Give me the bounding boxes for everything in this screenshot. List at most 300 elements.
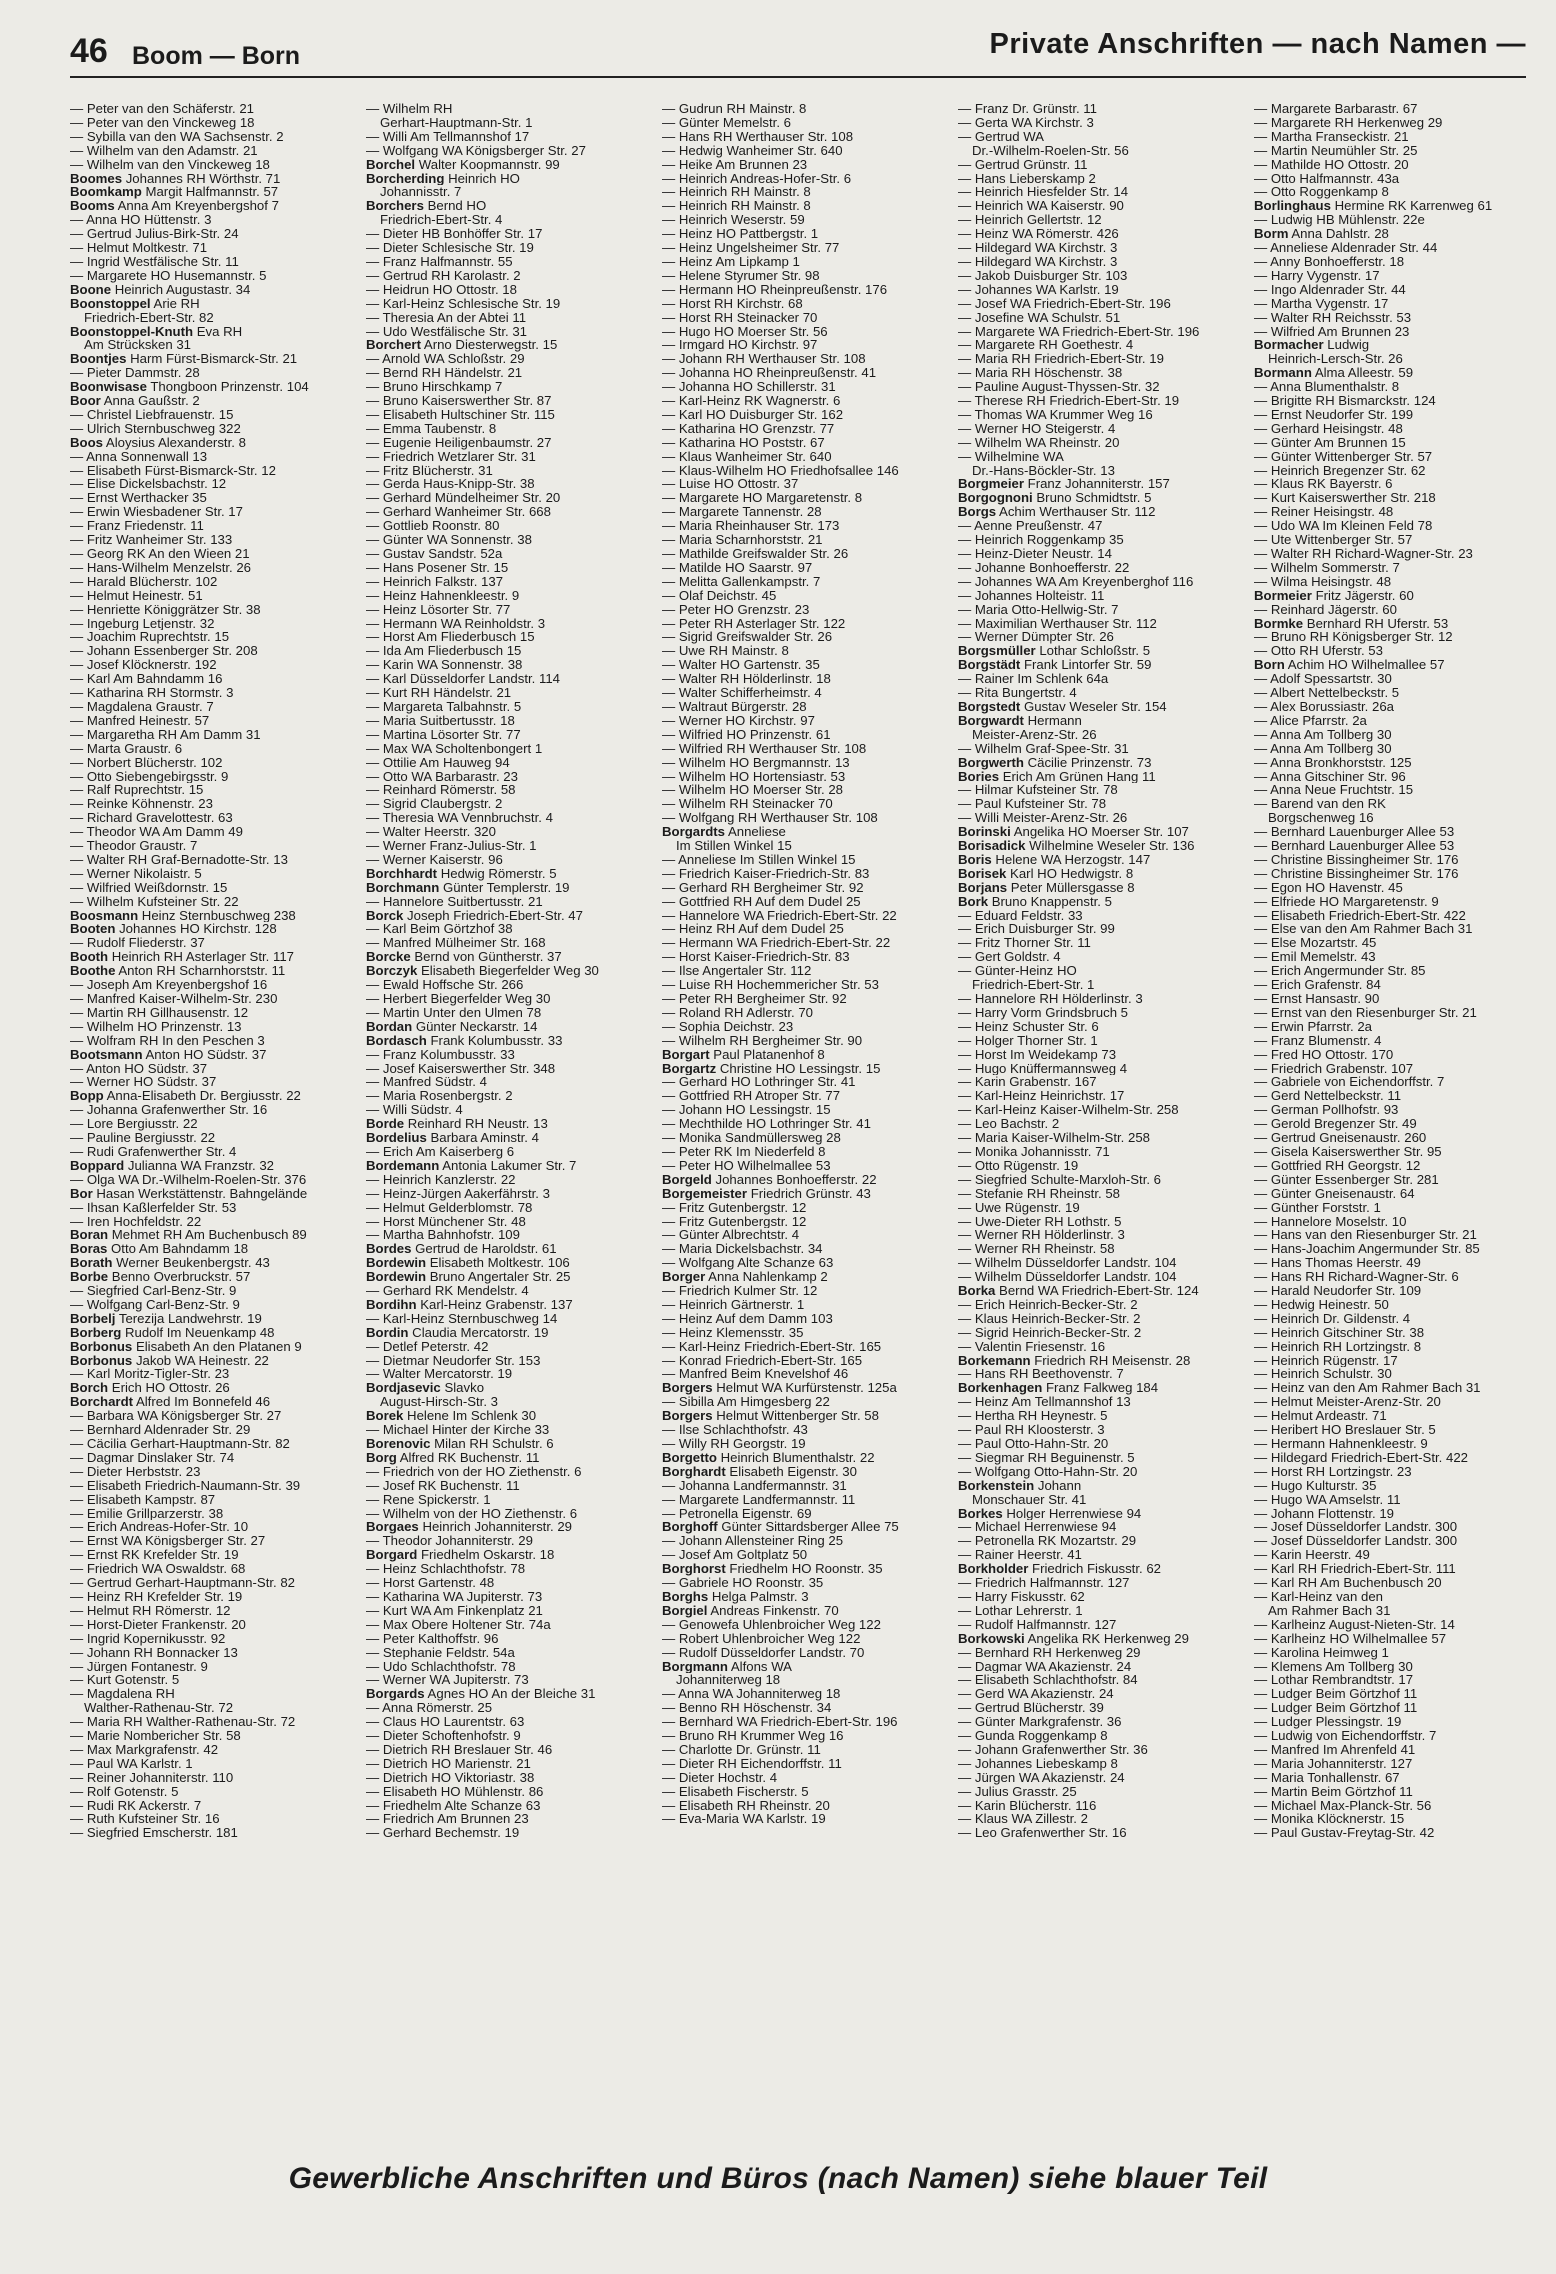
directory-entry [958, 922, 1250, 936]
entry-text: — Paul WA Karlstr. 1 [70, 1756, 193, 1771]
directory-entry [662, 1256, 954, 1270]
directory-entry [366, 255, 658, 269]
directory-entry [1254, 783, 1546, 797]
directory-entry [958, 1006, 1250, 1020]
directory-entry [70, 1548, 362, 1562]
directory-entry [70, 1701, 362, 1715]
directory-entry [70, 881, 362, 895]
entry-text: Heinz Sternbuschweg 238 [138, 908, 296, 923]
directory-entry [1254, 811, 1546, 825]
entry-text: — Heribert HO Breslauer Str. 5 [1254, 1423, 1436, 1437]
entry-text: — Johann Essenberger Str. 208 [70, 644, 258, 659]
entry-text: Erich Am Grünen Hang 11 [999, 769, 1156, 784]
entry-text: — Horst RH Lortzingstr. 23 [1254, 1464, 1412, 1479]
entry-text: — Werner HO Südstr. 37 [70, 1075, 217, 1090]
directory-entry [958, 589, 1250, 603]
directory-entry [662, 1075, 954, 1089]
directory-entry [662, 1367, 954, 1381]
directory-entry [70, 1576, 362, 1590]
directory-entry [958, 394, 1250, 408]
directory-entry [366, 477, 658, 491]
directory-entry-head [366, 1548, 658, 1562]
directory-entry [662, 867, 954, 881]
directory-entry [958, 1604, 1250, 1618]
directory-entry [662, 1103, 954, 1117]
entry-text: — Udo Westfälische Str. 31 [366, 324, 528, 339]
directory-entry [1254, 1187, 1546, 1201]
entry-text: — Hugo WA Amselstr. 11 [1254, 1492, 1401, 1507]
surname: Borgstädt [958, 658, 1021, 673]
directory-entry [1254, 380, 1546, 394]
entry-text: — Ludger Beim Görtzhof 11 [1254, 1687, 1418, 1702]
surname: Borgaes [366, 1520, 419, 1535]
entry-text: — Sigrid Heinrich-Becker-Str. 2 [958, 1325, 1142, 1340]
entry-text: — Friedrich Wetzlarer Str. 31 [366, 449, 536, 464]
entry-text: Bruno Angertaler Str. 25 [426, 1270, 571, 1285]
directory-entry [662, 1228, 954, 1242]
surname: Borghs [662, 1589, 709, 1604]
directory-entry [366, 1340, 658, 1354]
directory-entry [366, 1729, 658, 1743]
entry-text: — Maria Kaiser-Wilhelm-Str. 258 [958, 1131, 1150, 1145]
entry-text: — Udo Schlachthofstr. 78 [366, 1659, 516, 1674]
directory-entry [1254, 1757, 1546, 1771]
entry-text: Borgschenweg 16 [1268, 811, 1374, 826]
entry-text: — Charlotte Dr. Grünstr. 11 [662, 1742, 821, 1757]
surname: Boonstoppel [70, 296, 151, 311]
directory-entry [70, 561, 362, 575]
surname: Boomkamp [70, 185, 142, 200]
surname: Borek [366, 1409, 404, 1424]
entry-text: — Josef Klöcknerstr. 192 [70, 658, 217, 673]
directory-entry [366, 1187, 658, 1201]
directory-entry [1254, 241, 1546, 255]
directory-entry-head [958, 491, 1250, 505]
entry-text: — Else Mozartstr. 45 [1254, 936, 1377, 951]
directory-entry [662, 199, 954, 213]
entry-text: — Erich Angermunder Str. 85 [1254, 964, 1426, 979]
directory-entry [662, 297, 954, 311]
entry-text: Julianna WA Franzstr. 32 [124, 1158, 274, 1173]
directory-entry [1254, 1785, 1546, 1799]
entry-text: Friedrich RH Meisenstr. 28 [1030, 1353, 1191, 1368]
entry-text: — Heinz RH Krefelder Str. 19 [70, 1589, 243, 1604]
entry-text: — Wilhelm HO Moerser Str. 28 [662, 783, 843, 798]
entry-text: — Hannelore RH Hölderlinstr. 3 [958, 992, 1143, 1006]
directory-entry [662, 1729, 954, 1743]
directory-entry [958, 269, 1250, 283]
directory-entry [366, 1367, 658, 1381]
surname: Bordemann [366, 1158, 440, 1173]
entry-text: — Pauline August-Thyssen-Str. 32 [958, 380, 1160, 395]
directory-entry [366, 144, 658, 158]
directory-entry [662, 130, 954, 144]
entry-text: Paul Platanenhof 8 [709, 1047, 825, 1062]
entry-text: Cäcilie Prinzenstr. 73 [1023, 755, 1152, 770]
entry-text: — Christine Bissingheimer Str. 176 [1254, 852, 1459, 867]
directory-entry [70, 1743, 362, 1757]
surname: Borbonus [70, 1339, 133, 1354]
directory-entry [366, 1562, 658, 1576]
directory-entry [366, 450, 658, 464]
directory-entry [662, 352, 954, 366]
surname: Bordjasevic [366, 1381, 441, 1396]
entry-text: — Margarete Landfermannstr. 11 [662, 1492, 856, 1507]
entry-text: — Kurt Gotenstr. 5 [70, 1673, 180, 1688]
directory-entry-head [70, 394, 362, 408]
entry-text: — Gottfried RH Atroper Str. 77 [662, 1089, 841, 1104]
entry-text: — Hans Posener Str. 15 [366, 560, 509, 575]
surname: Borgers [662, 1409, 713, 1424]
directory-entry-head [366, 909, 658, 923]
entry-text: — Ernst Werthacker 35 [70, 491, 207, 506]
directory-entry [662, 1395, 954, 1409]
entry-text: — Hans RH Richard-Wagner-Str. 6 [1254, 1270, 1459, 1285]
entry-text: — Martin RH Gillhausenstr. 12 [70, 1005, 249, 1020]
entry-text: — Sigrid Greifswalder Str. 26 [662, 630, 833, 645]
entry-text: — Peter HO Wilhelmallee 53 [662, 1158, 831, 1173]
directory-entry [958, 978, 1250, 992]
directory-entry [366, 589, 658, 603]
directory-entry [958, 686, 1250, 700]
entry-text: — Klaus-Wilhelm HO Friedhofsallee 146 [662, 463, 899, 478]
entry-text: Heinrich Johanniterstr. 29 [418, 1520, 572, 1535]
entry-text: — Monika Johannisstr. 71 [958, 1144, 1110, 1159]
entry-text: Im Stillen Winkel 15 [676, 839, 792, 853]
directory-entry-head [1254, 338, 1546, 352]
surname: Boras [70, 1242, 108, 1257]
directory-entry [662, 505, 954, 519]
directory-entry [662, 1757, 954, 1771]
directory-entry [1254, 603, 1546, 617]
directory-entry [1254, 1701, 1546, 1715]
entry-text: — Elisabeth RH Rheinstr. 20 [662, 1798, 830, 1813]
entry-text: Ludwig [1323, 338, 1370, 353]
entry-text: — Siegmar RH Beguinenstr. 5 [958, 1450, 1135, 1465]
directory-entry [70, 227, 362, 241]
surname: Booth [70, 950, 109, 965]
entry-text: — Peter van den Schäferstr. 21 [70, 102, 254, 116]
entry-text: — Elisabeth Kampstr. 87 [70, 1492, 216, 1507]
directory-entry [662, 436, 954, 450]
directory-entry [1254, 1159, 1546, 1173]
entry-text: — Petronella RK Mozartstr. 29 [958, 1534, 1137, 1549]
directory-entry [70, 213, 362, 227]
directory-entry [958, 102, 1250, 116]
entry-text: — Johanna Grafenwerther Str. 16 [70, 1103, 268, 1118]
entry-text: — Johannes WA Karlstr. 19 [958, 282, 1119, 297]
directory-entry [1254, 1034, 1546, 1048]
entry-text: — Walter RH Graf-Bernadotte-Str. 13 [70, 852, 288, 867]
entry-text: — Max WA Scholtenbongert 1 [366, 741, 543, 756]
directory-entry [1254, 728, 1546, 742]
directory-entry [1254, 1381, 1546, 1395]
directory-entry-head [70, 1159, 362, 1173]
entry-text: — Friedrich Kulmer Str. 12 [662, 1284, 818, 1298]
directory-entry [366, 1089, 658, 1103]
directory-entry-head [366, 1381, 658, 1395]
entry-text: — Melitta Gallenkampstr. 7 [662, 574, 821, 589]
directory-entry-head [366, 1131, 658, 1145]
entry-text: — Helmut Meister-Arenz-Str. 20 [1254, 1395, 1441, 1410]
directory-entry [70, 1507, 362, 1521]
directory-entry [70, 1437, 362, 1451]
directory-entry [958, 1103, 1250, 1117]
directory-entry [1254, 464, 1546, 478]
directory-entry [366, 352, 658, 366]
directory-entry [662, 672, 954, 686]
entry-text: — Bernhard Lauenburger Allee 53 [1254, 825, 1455, 840]
entry-text: — Wilhelm RH Steinacker 70 [662, 797, 833, 812]
entry-text: — Gottfried RH Georgstr. 12 [1254, 1158, 1421, 1173]
entry-text: Anton HO Südstr. 37 [142, 1047, 267, 1062]
directory-entry [1254, 1437, 1546, 1451]
directory-entry [958, 172, 1250, 186]
directory-entry [958, 950, 1250, 964]
surname: Borch [70, 1381, 109, 1396]
surname: Bordihn [366, 1297, 417, 1312]
entry-text: — Eva-Maria WA Karlstr. 19 [662, 1812, 826, 1827]
directory-entry-head [366, 1409, 658, 1423]
directory-entry [366, 366, 658, 380]
entry-text: — Elisabeth HO Mühlenstr. 86 [366, 1784, 544, 1799]
directory-entry [958, 936, 1250, 950]
directory-entry [958, 1451, 1250, 1465]
directory-entry-head [366, 338, 658, 352]
directory-entry [1254, 561, 1546, 575]
surname: Borkes [958, 1506, 1003, 1521]
directory-entry [958, 964, 1250, 978]
surname: Borchers [366, 199, 424, 214]
directory-entry-head [70, 199, 362, 213]
directory-entry [366, 1604, 658, 1618]
entry-text: — Fritz Gutenbergstr. 12 [662, 1200, 807, 1215]
directory-entry [958, 1020, 1250, 1034]
entry-text: Frank Lintorfer Str. 59 [1020, 658, 1152, 673]
directory-entry [958, 1256, 1250, 1270]
entry-text: — Lothar Rembrandtstr. 17 [1254, 1673, 1414, 1688]
entry-text: — Klaus Wanheimer Str. 640 [662, 449, 832, 464]
entry-text: — Maria Rheinhauser Str. 173 [662, 519, 840, 534]
directory-entry [1254, 1799, 1546, 1813]
directory-entry [662, 978, 954, 992]
entry-text: — Katharina RH Stormstr. 3 [70, 686, 234, 700]
entry-text: — Margaretha RH Am Damm 31 [70, 727, 261, 742]
directory-entry [958, 283, 1250, 297]
entry-text: — Elfriede HO Margaretenstr. 9 [1254, 894, 1439, 909]
entry-text: — Klaus RK Bayerstr. 6 [1254, 477, 1393, 492]
directory-entry [1254, 130, 1546, 144]
directory-entry [958, 1673, 1250, 1687]
entry-text: — Ewald Hoffsche Str. 266 [366, 978, 524, 992]
entry-text: Bruno Knappenstr. 5 [988, 894, 1112, 909]
directory-entry-head [958, 1381, 1250, 1395]
entry-text: — Werner RH Rheinstr. 58 [958, 1242, 1115, 1257]
directory-entry [70, 992, 362, 1006]
entry-text: — Reiner Johanniterstr. 110 [70, 1770, 234, 1785]
entry-text: — Hedwig Heinestr. 50 [1254, 1297, 1389, 1312]
directory-entry [1254, 1479, 1546, 1493]
entry-text: — Hermann WA Friedrich-Ebert-Str. 22 [662, 936, 891, 951]
surname: Bordewin [366, 1256, 427, 1271]
directory-columns [70, 102, 1550, 2142]
entry-text: — Rudolf Düsseldorfer Landstr. 70 [662, 1645, 865, 1660]
directory-entry [958, 422, 1250, 436]
directory-entry [1254, 992, 1546, 1006]
directory-entry [1254, 853, 1546, 867]
directory-column [70, 102, 366, 2142]
directory-entry [958, 1729, 1250, 1743]
entry-text: — Heinrich Dr. Gildenstr. 4 [1254, 1311, 1411, 1326]
directory-entry [958, 1034, 1250, 1048]
directory-entry [662, 227, 954, 241]
entry-text: Slavko [440, 1381, 485, 1396]
entry-text: — Heinz HO Pattbergstr. 1 [662, 227, 819, 242]
entry-text: — Detlef Peterstr. 42 [366, 1339, 489, 1354]
entry-text: — Dieter Schoftenhofstr. 9 [366, 1729, 521, 1743]
entry-text: Am Rahmer Bach 31 [1268, 1603, 1391, 1618]
entry-text: — Heidrun HO Ottostr. 18 [366, 282, 517, 297]
entry-text: — Magdalena Graustr. 7 [70, 699, 214, 714]
entry-text: — Michael Herrenwiese 94 [958, 1520, 1117, 1535]
entry-text: — Gabriele HO Roonstr. 35 [662, 1576, 824, 1590]
entry-text: — Anna Blumenthalstr. 8 [1254, 380, 1400, 395]
entry-text: Hermann [1023, 713, 1082, 728]
entry-text: — Mathilde Greifswalder Str. 26 [662, 547, 849, 561]
directory-entry [70, 422, 362, 436]
directory-entry [958, 1187, 1250, 1201]
directory-entry [366, 130, 658, 144]
entry-text: — Wilfried RH Werthauser Str. 108 [662, 741, 867, 756]
entry-text: — Franz Dr. Grünstr. 11 [958, 102, 1097, 116]
surname: Borghorst [662, 1562, 726, 1577]
entry-text: — Karl-Heinz Sternbuschweg 14 [366, 1311, 558, 1326]
entry-text: — Wilhelm RH [366, 102, 453, 116]
surname: Borgart [662, 1047, 710, 1062]
entry-text: — Anna Am Tollberg 30 [1254, 741, 1392, 756]
directory-entry [366, 1771, 658, 1785]
directory-entry-head [70, 1354, 362, 1368]
entry-text: Heinrich Blumenthalstr. 22 [716, 1450, 875, 1465]
directory-entry-head [662, 1173, 954, 1187]
directory-entry [366, 978, 658, 992]
entry-text: — Barend van den RK [1254, 797, 1386, 812]
directory-entry [662, 1020, 954, 1034]
entry-text: Walter Koopmannstr. 99 [415, 157, 560, 172]
entry-text: — Karlheinz August-Nieten-Str. 14 [1254, 1617, 1455, 1632]
directory-entry [1254, 756, 1546, 770]
directory-entry [958, 1618, 1250, 1632]
directory-entry [662, 603, 954, 617]
surname: Borgers [662, 1381, 713, 1396]
entry-text: — Katharina HO Poststr. 67 [662, 435, 825, 450]
directory-entry [958, 227, 1250, 241]
entry-text: — Irmgard HO Kirchstr. 97 [662, 338, 818, 353]
directory-entry [70, 1298, 362, 1312]
surname: Boor [70, 394, 101, 408]
entry-text: — Bernhard RH Herkenweg 29 [958, 1645, 1141, 1660]
entry-text: Anna Am Kreyenbergshof 7 [114, 199, 279, 214]
directory-entry-head [958, 1479, 1250, 1493]
entry-text: — Willi Meister-Arenz-Str. 26 [958, 811, 1128, 826]
entry-text: — Dietrich RH Breslauer Str. 46 [366, 1742, 553, 1757]
directory-entry [662, 630, 954, 644]
entry-text: — Hildegard WA Kirchstr. 3 [958, 241, 1118, 255]
entry-text: — Heinrich Bregenzer Str. 62 [1254, 463, 1426, 478]
entry-text: Bernhard RH Uferstr. 53 [1303, 616, 1449, 631]
directory-entry [70, 1131, 362, 1145]
entry-text: Dr.-Wilhelm-Roelen-Str. 56 [972, 143, 1129, 158]
directory-entry [1254, 1340, 1546, 1354]
directory-entry-head [366, 1520, 658, 1534]
entry-text: — Karl Düsseldorfer Landstr. 114 [366, 672, 560, 687]
surname: Borchert [366, 338, 421, 353]
entry-text: — Helmut RH Römerstr. 12 [70, 1603, 231, 1618]
directory-entry [70, 839, 362, 853]
directory-entry [1254, 297, 1546, 311]
directory-entry [958, 1757, 1250, 1771]
entry-text: — Bernd RH Händelstr. 21 [366, 366, 523, 381]
entry-text: August-Hirsch-Str. 3 [380, 1395, 498, 1410]
directory-entry [366, 603, 658, 617]
entry-text: — Maria Rosenbergstr. 2 [366, 1089, 513, 1104]
directory-entry [70, 1006, 362, 1020]
directory-entry-head [958, 658, 1250, 672]
directory-entry [1254, 352, 1546, 366]
directory-entry [662, 269, 954, 283]
entry-text: — Willy RH Georgstr. 19 [662, 1437, 806, 1451]
entry-text: — Werner WA Jupiterstr. 73 [366, 1673, 529, 1688]
directory-entry [958, 1298, 1250, 1312]
directory-entry [1254, 269, 1546, 283]
entry-text: — Pauline Bergiusstr. 22 [70, 1131, 216, 1145]
entry-text: — Katharina HO Grenzstr. 77 [662, 421, 835, 436]
directory-entry [1254, 519, 1546, 533]
directory-entry [1254, 644, 1546, 658]
entry-text: — Bruno RH Königsberger Str. 12 [1254, 630, 1453, 645]
directory-entry [366, 561, 658, 575]
entry-text: — Heike Am Brunnen 23 [662, 157, 808, 172]
entry-text: — Anna WA Johanniterweg 18 [662, 1687, 841, 1702]
directory-entry [958, 992, 1250, 1006]
directory-entry [662, 1812, 954, 1826]
directory-entry-head [1254, 589, 1546, 603]
entry-text: — Erich Andreas-Hofer-Str. 10 [70, 1520, 249, 1535]
entry-text: — Harry Fiskusstr. 62 [958, 1589, 1085, 1604]
entry-text: — Maria RH Höschenstr. 38 [958, 366, 1123, 381]
entry-text: — Alex Borussiastr. 26a [1254, 699, 1394, 714]
surname: Borgognoni [958, 491, 1033, 506]
entry-text: Hasan Werkstättenstr. Bahngelände [92, 1186, 308, 1201]
entry-text: — Ingrid Kopernikusstr. 92 [70, 1631, 226, 1646]
entry-text: — Erich Grafenstr. 84 [1254, 978, 1381, 992]
entry-text: — Ludger Beim Görtzhof 11 [1254, 1701, 1418, 1716]
entry-text: — Hans-Joachim Angermunder Str. 85 [1254, 1242, 1480, 1257]
entry-text: — Gerda Haus-Knipp-Str. 38 [366, 477, 535, 492]
entry-text: — Otto Rügenstr. 19 [958, 1158, 1079, 1173]
directory-entry [70, 116, 362, 130]
directory-entry-head [70, 1326, 362, 1340]
directory-entry [958, 783, 1250, 797]
surname: Boone [70, 282, 112, 297]
entry-text: — Bernhard Aldenrader Str. 29 [70, 1423, 251, 1437]
entry-text: — Heinrich Gitschiner Str. 38 [1254, 1325, 1425, 1340]
directory-entry-head [662, 1604, 954, 1618]
entry-text: Monschauer Str. 41 [972, 1492, 1087, 1507]
directory-entry [70, 672, 362, 686]
entry-text: Bernd HO [423, 199, 487, 214]
entry-text: — Heinz Ungelsheimer Str. 77 [662, 241, 840, 255]
